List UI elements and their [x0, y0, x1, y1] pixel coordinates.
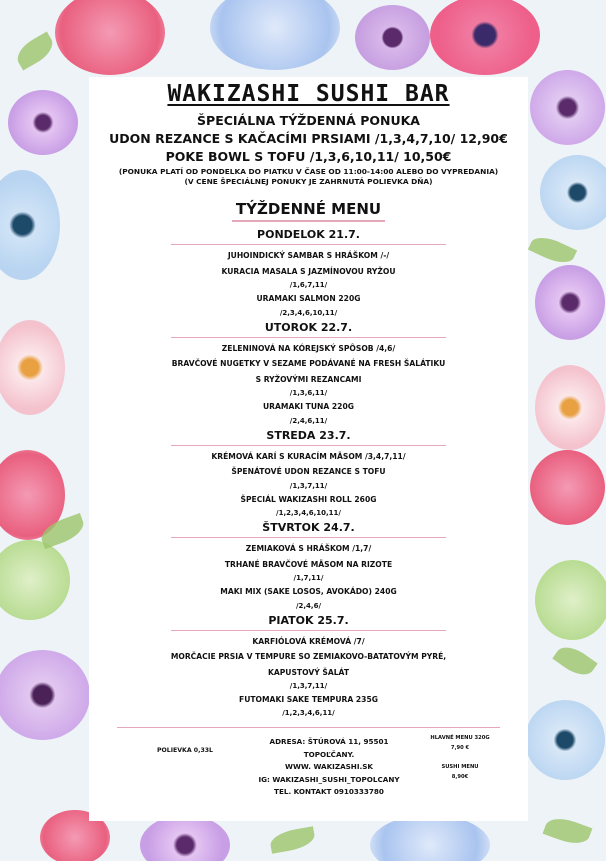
main-menu-price: 7,90 €: [450, 744, 470, 751]
day-heading: ŠTVRTOK 24.7.: [171, 521, 446, 538]
leaf-decoration: [269, 826, 317, 854]
menu-card: [89, 77, 528, 821]
special-item: POKE BOWL S TOFU /1,3,6,10,11/ 10,50€: [165, 149, 452, 164]
day-heading: UTOROK 22.7.: [171, 321, 446, 338]
day-heading: PIATOK 25.7.: [171, 614, 446, 631]
allergen-codes: /1,2,3,4,6,11/: [282, 709, 335, 718]
address-line: TOPOĽČANY.: [303, 749, 355, 759]
blue-hydrangea-decoration: [370, 815, 490, 861]
allergen-codes: /2,3,4,6,10,11/: [279, 308, 338, 317]
leaf-decoration: [543, 813, 593, 849]
offer-note: (V CENE ŠPECIÁLNEJ PONUKY JE ZAHRNUTÁ POLIEVKA DŇA): [184, 176, 433, 186]
menu-item: KARFIÓLOVÁ KRÉMOVÁ /7/: [252, 636, 365, 646]
menu-item: URAMAKI SALMON 220G: [256, 294, 361, 304]
allergen-codes: /1,3,6,11/: [289, 389, 328, 398]
pink-hydrangea-decoration: [55, 0, 165, 75]
allergen-codes: /1,6,7,11/: [289, 281, 328, 290]
allergen-codes: /1,3,7,11/: [289, 481, 328, 490]
menu-item: MAKI MIX (SAKE LOSOS, AVOKÁDO) 240G: [220, 587, 397, 597]
menu-item: BRAVČOVÉ NUGETKY V SEZAME PODÁVANÉ NA FRESH ŠALÁTIKU: [171, 359, 446, 369]
menu-item: FUTOMAKI SAKE TEMPURA 235G: [239, 695, 378, 704]
peach-rose-decoration: [535, 365, 605, 450]
purple-anemone-decoration: [355, 5, 430, 70]
sushi-menu-price: 8,90€: [451, 773, 469, 780]
allergen-codes: /1,3,7,11/: [289, 682, 328, 690]
pink-poppy-decoration: [430, 0, 540, 75]
menu-item: ŠPENÁTOVÉ UDON REZANCE S TOFU: [231, 467, 386, 477]
purple-flower-decoration: [535, 265, 605, 340]
menu-item: URAMAKI TUNA 220G: [263, 402, 354, 412]
restaurant-title: WAKIZASHI SUSHI BAR: [167, 81, 450, 107]
day-heading: STREDA 23.7.: [171, 429, 446, 446]
phone-contact[interactable]: TEL. KONTAKT 0910333780: [274, 787, 384, 797]
menu-item: KRÉMOVÁ KARÍ S KURACÍM MÄSOM /3,4,7,11/: [211, 451, 406, 461]
main-menu-label: HLAVNÉ MENU 320G: [430, 735, 490, 741]
purple-flower-decoration: [140, 815, 230, 861]
leaf-decoration: [528, 231, 577, 268]
allergen-codes: /1,7,11/: [293, 574, 324, 583]
menu-item: ŠPECIÁL WAKIZASHI ROLL 260G: [240, 494, 377, 504]
instagram-handle[interactable]: IG: WAKIZASHI_SUSHI_TOPOLCANY: [258, 774, 400, 784]
green-hydrangea-decoration: [0, 540, 70, 620]
lavender-flower-decoration: [530, 70, 605, 145]
pink-hydrangea-decoration: [530, 450, 605, 525]
menu-item: KURACIA MASALA S JAZMÍNOVOU RYŽOU: [221, 266, 396, 276]
special-offer-heading: ŠPECIÁLNA TÝŽDENNÁ PONUKA: [197, 113, 420, 128]
menu-item: S RYŽOVÝMI REZANCAMI: [255, 374, 362, 384]
menu-item: TRHANÉ BRAVČOVÉ MÄSOM NA RIZOTE: [224, 559, 393, 569]
purple-anemone-decoration: [0, 650, 90, 740]
contact-info: [229, 736, 429, 799]
blue-anemone-decoration: [540, 155, 606, 230]
menu-prices: [420, 734, 500, 783]
sushi-menu-label: SUSHI MENU: [441, 763, 479, 770]
menu-item: KAPUSTOVÝ ŠALÁT: [267, 667, 350, 677]
menu-item: ZELENINOVÁ NA KÓREJSKÝ SPÔSOB /4,6/: [221, 343, 396, 353]
menu-item: MORČACIE PRSIA V TEMPURE SO ZEMIAKOVO-BATATOVÝM PYRÉ,: [170, 652, 447, 662]
weekly-menu-days: [89, 228, 528, 717]
allergen-codes: /2,4,6/: [295, 601, 322, 610]
offer-note: (PONUKA PLATÍ OD PONDELKA DO PIATKU V ČASE OD 11:00-14:00 ALEBO DO VYPREDANIA): [118, 167, 499, 176]
blue-anemone-decoration: [525, 700, 605, 780]
menu-item: JUHOINDICKÝ SAMBAR S HRÁŠKOM /-/: [227, 251, 390, 261]
allergen-codes: /1,2,3,4,6,10,11/: [276, 509, 341, 518]
menu-footer: [117, 727, 500, 817]
address-line: ADRESA: ŠTÚROVÁ 11, 95501: [269, 737, 389, 746]
website-link[interactable]: WWW. WAKIZASHI.SK: [285, 762, 373, 772]
leaf-decoration: [552, 641, 597, 682]
green-hydrangea-decoration: [535, 560, 606, 640]
day-heading: PONDELOK 21.7.: [171, 228, 446, 245]
blue-hydrangea-decoration: [210, 0, 340, 70]
allergen-codes: /2,4,6,11/: [289, 416, 328, 425]
weekly-menu-heading: TÝŽDENNÉ MENU: [232, 200, 385, 222]
leaf-decoration: [12, 31, 58, 70]
soup-size-label: POLIEVKA 0,33L: [157, 747, 214, 754]
purple-flower-decoration: [8, 90, 78, 155]
peach-rose-decoration: [0, 320, 65, 415]
menu-item: ZEMIAKOVÁ S HRÁŠKOM /1,7/: [245, 544, 372, 554]
special-item: UDON REZANCE S KAČACÍMI PRSIAMI /1,3,4,7,10/ 12,90€: [109, 131, 508, 146]
blue-anemone-decoration: [0, 170, 60, 280]
